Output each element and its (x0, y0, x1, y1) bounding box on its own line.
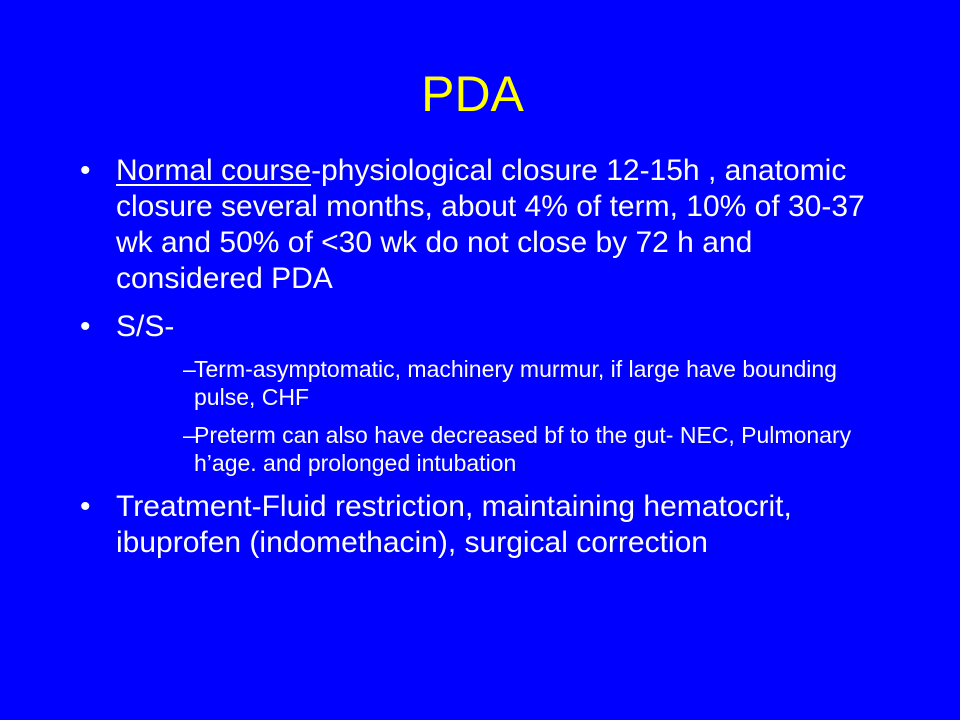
sub-bullet-list (116, 355, 880, 477)
sub-bullet-preterm (116, 421, 880, 477)
bullet-dot: • (80, 310, 91, 343)
sub-bullet-text: Term-asymptomatic, machinery murmur, if large have bounding pulse, CHF (194, 356, 837, 410)
bullet-text: -physiological closure 12-15h , anatomic closure several months, about 4% of term, 10% of 30-37 wk and 50% of <30 wk do not close by 72 h and considered PDA (116, 154, 865, 295)
sub-bullet-text: Preterm can also have decreased bf to the gut- NEC, Pulmonary h’age. and prolonged intubation (194, 422, 852, 476)
bullet-signs-symptoms (80, 309, 880, 477)
sub-bullet-dash: – (183, 356, 196, 382)
bullet-normal-course (80, 153, 880, 297)
bullet-list (80, 153, 880, 561)
sub-bullet-dash: – (183, 422, 196, 448)
underlined-term: Normal course (116, 154, 312, 187)
bullet-dot: • (80, 154, 91, 187)
bullet-text: Treatment-Fluid restriction, maintaining hematocrit, ibuprofen (indomethacin), surgical correction (116, 490, 792, 559)
bullet-text: S/S- (116, 310, 175, 343)
bullet-dot: • (80, 490, 91, 523)
sub-bullet-term (116, 355, 880, 411)
bullet-treatment (80, 489, 880, 561)
slide-title: PDA (421, 66, 524, 122)
